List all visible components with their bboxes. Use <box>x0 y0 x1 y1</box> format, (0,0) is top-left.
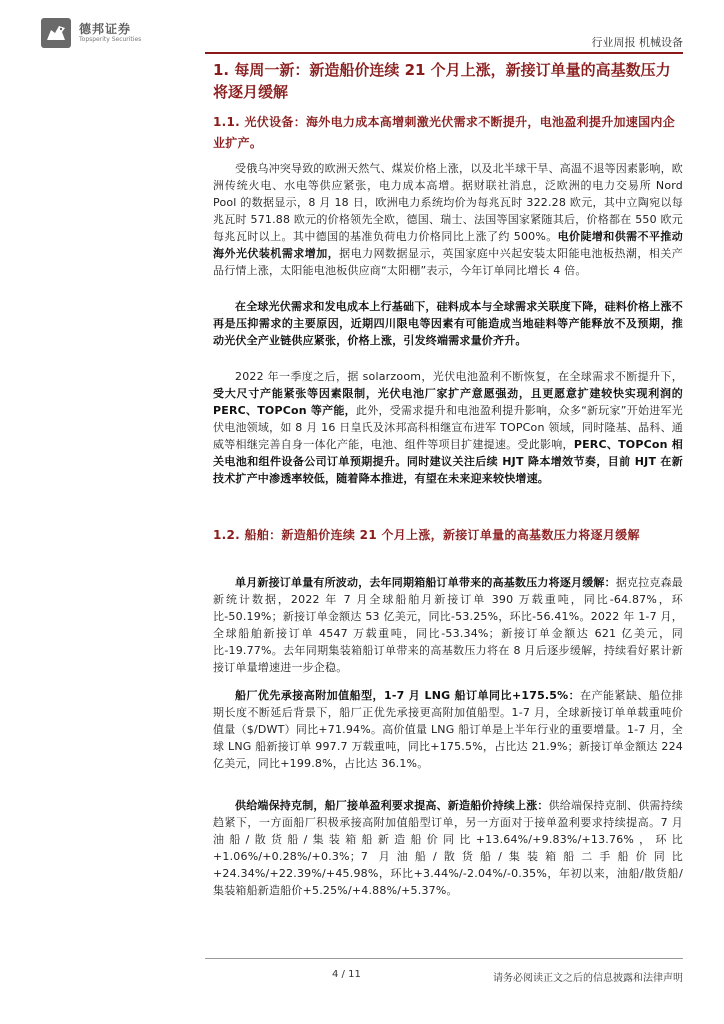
subsection-title-shipbuilding: 1.2. 船舶：新造船价连续 21 个月上涨，新接订单量的高基数压力将逐月缓解 <box>213 528 640 542</box>
legal-disclaimer: 请务必阅读正文之后的信息披露和法律声明 <box>493 973 683 984</box>
text-run: 受俄乌冲突导致的欧洲天然气、煤炭价格上涨，以及北半球干旱、高温不退等因素影响，欧洲传统火电、水电等供应紧张，电力成本高增。据财联社消息，泛欧洲的电力交易所 Nord Pool 的数据显示，8 月 18 日，欧洲电力系统均价为每兆瓦时 322.28 欧元，其中立陶宛以每兆瓦时 571.88 欧元的价格领先全欧，德国、瑞士、法国等国家紧随其后，价格都在 550 欧元每兆瓦时以上。其中德国的基准负荷电力价格同比上涨了约 500%。 <box>213 162 683 243</box>
text-run: 供给端保持克制、供需持续趋紧下，一方面船厂积极承接高附加值船型订单，另一方面对于接单盈利要求持续提高。7 月油船/散货船/集装箱船新造船价同比+13.64%/+9.83%/+13.76%，环比+1.06%/+0.28%/+0.3%；7 月油船/散货船/集装箱船二手船价同比+24.34%/+22.39%/+45.98%，环比+3.44%/-2.04%/-0.35%，年初以来，油船/散货船/集装箱船新造船价+5.25%/+4.88%/+5.37%。 <box>213 799 684 897</box>
text-run: 在产能紧缺、船位排期长度不断延后背景下，船厂正优先承接更高附加值船型。1-7 月，全球新接订单单载重吨价值量（$/DWT）同比+71.94%。高价值量 LNG 船订单是上半年行业的重要增量。1-7 月，全球 LNG 船新接订单 997.7 万载重吨，同比+175.5%，占比达 21.9%；新接订单金额达 224 亿美元，同比+199.8%，占比达 36.1%。 <box>213 689 683 770</box>
header-divider <box>205 52 683 54</box>
bold-run: 在全球光伏需求和发电成本上行基础下，硅料成本与全球需求关联度下降，硅料价格上涨不再是压抑需求的主要原因，近期四川限电等因素有可能造成当地硅料等产能释放不及预期，推动光伏全产业链供应紧张，价格上涨，引发终端需求量价齐升。 <box>213 300 683 347</box>
paragraph-ship-prices <box>213 797 683 899</box>
bold-run: 电价陡增和供需不平推动海外光伏装机需求增加， <box>213 230 684 260</box>
paragraph-lng-orders <box>213 687 683 772</box>
report-category: 行业周报 机械设备 <box>591 36 683 49</box>
logo-cn-text: 德邦证券 <box>79 22 132 36</box>
text-run: 据电力网数据显示，英国家庭中兴起安装太阳能电池板热潮，相关产品行情上涨，太阳能电池板供应商“太阳棚”表示，今年订单同比增长 4 倍。 <box>213 247 683 277</box>
logo-en-text: Topsperity Securities <box>79 36 142 43</box>
text-run: 此外，受需求提升和电池盈利提升影响，众多“新玩家”开始进军光伏电池领域，如 8 月 16 日皇氏及沐邦高科相继宣布进军 TOPCon 领域，同时隆基、晶科、通威等相继完善自身一体化产能，电池、组件等项目扩建提速。受此影响， <box>213 404 683 451</box>
company-logo <box>41 18 161 48</box>
paragraph-cell-expansion <box>213 368 683 487</box>
text-run: 据克拉克森最新统计数据，2022 年 7 月全球船舶月新接订单 390 万载重吨，同比-64.87%，环比-50.19%；新接订单金额达 53 亿美元，同比-53.25%，环比-56.41%。2022 年 1-7 月，全球船舶新接订单 4547 万载重吨，同比-53.34%；新接订单金额达 621 亿美元，同比-19.77%。去年同期集装箱船订单带来的高基数压力将在 8 月后逐步缓解，持续看好累计新接订单量增速进一步企稳。 <box>213 576 684 674</box>
paragraph-silicon-price <box>213 298 683 349</box>
footer-divider <box>205 958 683 959</box>
bull-logo-icon <box>41 18 71 48</box>
text-run: 2022 年一季度之后，据 solarzoom，光伏电池盈利不断恢复，在全球需求不断提升下， <box>235 370 683 383</box>
section-title: 1. 每周一新：新造船价连续 21 个月上涨，新接订单量的高基数压力将逐月缓解 <box>213 61 671 101</box>
paragraph-electricity-cost <box>213 160 683 279</box>
paragraph-new-orders <box>213 574 683 676</box>
bold-run: 单月新接订单量有所波动，去年同期箱船订单带来的高基数压力将逐月缓解： <box>235 576 616 589</box>
bold-run: PERC、TOPCon 相关电池和组件设备公司订单预期提升。同时建议关注后续 HJT 降本增效节奏，目前 HJT 在新技术扩产中渗透率较低，随着降本推进，有望在未来迎来较快增速。 <box>213 438 683 485</box>
bold-run: 受大尺寸产能紧张等因素限制，光伏电池厂家扩产意愿强劲，且更愿意扩建较快实现利润的 PERC、TOPCon 等产能， <box>213 387 683 417</box>
subsection-title-solar: 1.1. 光伏设备：海外电力成本高增刺激光伏需求不断提升，电池盈利提升加速国内企业扩产。 <box>213 115 675 150</box>
bold-run: 船厂优先承接高附加值船型，1-7 月 LNG 船订单同比+175.5%： <box>235 689 581 702</box>
page-number: 4 / 11 <box>332 969 361 980</box>
bold-run: 供给端保持克制，船厂接单盈利要求提高、新造船价持续上涨： <box>235 799 549 812</box>
